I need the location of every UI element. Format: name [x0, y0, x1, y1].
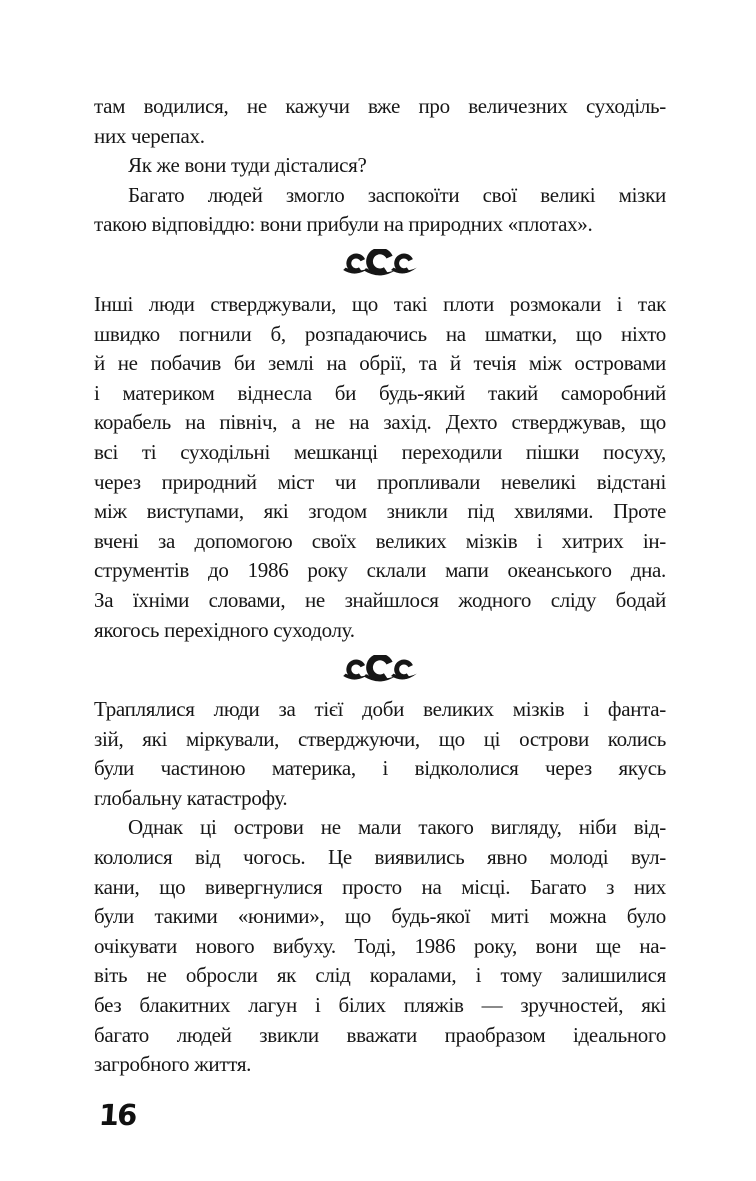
text-line: через природний міст чи пропливали невеликі відстані — [94, 469, 666, 494]
text-line: кололися від чогось. Це виявились явно молоді вул- — [94, 845, 666, 870]
text-block — [94, 92, 666, 1080]
text-line: між виступами, які згодом зникли під хвилями. Проте — [94, 499, 666, 524]
text-line: Як же вони туди дісталися? — [128, 153, 367, 178]
text-line: вчені за допомогою своїх великих мізків і хитрих ін- — [94, 528, 666, 553]
text-line: глобальну катастрофу. — [94, 785, 288, 810]
text-line: там водилися, не кажучи вже про величезних суходіль- — [94, 94, 666, 118]
text-line: кани, що вивергнулися просто на місці. Багато з них — [94, 874, 666, 899]
text-line: віть не обросли як слід коралами, і тому залишилися — [94, 963, 666, 988]
text-line: загробного життя. — [94, 1052, 252, 1077]
text-line: За їхніми словами, не знайшлося жодного сліду бодай — [94, 587, 666, 612]
text-line: без блакитних лагун і білих пляжів — зручностей, які — [94, 993, 666, 1018]
text-line: очікувати нового вибуху. Тоді, 1986 року, вони ще на- — [94, 933, 666, 958]
text-line: Інші люди стверджували, що такі плоти розмокали і так — [94, 291, 666, 316]
triple-wave-ornament — [334, 249, 426, 280]
text-line: них черепах. — [94, 123, 205, 148]
triple-wave-ornament — [334, 655, 426, 686]
text-line: і материком віднесла би будь-який такий саморобний — [94, 380, 666, 405]
ornament-row — [94, 645, 666, 695]
text-line: корабель на північ, а не на захід. Дехто стверджував, що — [94, 410, 666, 435]
text-line: такою відповіддю: вони прибули на природних «плотах». — [94, 212, 593, 237]
text-line: багато людей звикли вважати праобразом ідеального — [94, 1022, 666, 1047]
text-line: були частиною материка, і відкололися через якусь — [94, 756, 666, 781]
text-line: всі ті суходільні мешканці переходили пішки посуху, — [94, 439, 666, 464]
text-line: й не побачив би землі на обрії, та й течія між островами — [94, 351, 666, 376]
text-line: Траплялися люди за тієї доби великих мізків і фанта- — [94, 697, 666, 722]
text-line: Багато людей змогло заспокоїти свої великі мізки — [128, 182, 666, 207]
page-number: 16 — [97, 1098, 137, 1132]
ornament-row — [94, 240, 666, 290]
text-line: були такими «юними», що будь-якої миті можна було — [94, 904, 666, 929]
text-line: зій, які міркували, стверджуючи, що ці острови колись — [94, 726, 666, 751]
text-line: струментів до 1986 року склали мапи океанського дна. — [94, 558, 666, 583]
text-line: Однак ці острови не мали такого вигляду, ніби від- — [128, 815, 666, 840]
text-line: якогось перехідного суходолу. — [94, 617, 355, 642]
text-line: швидко погнили б, розпадаючись на шматки, що ніхто — [94, 321, 666, 346]
